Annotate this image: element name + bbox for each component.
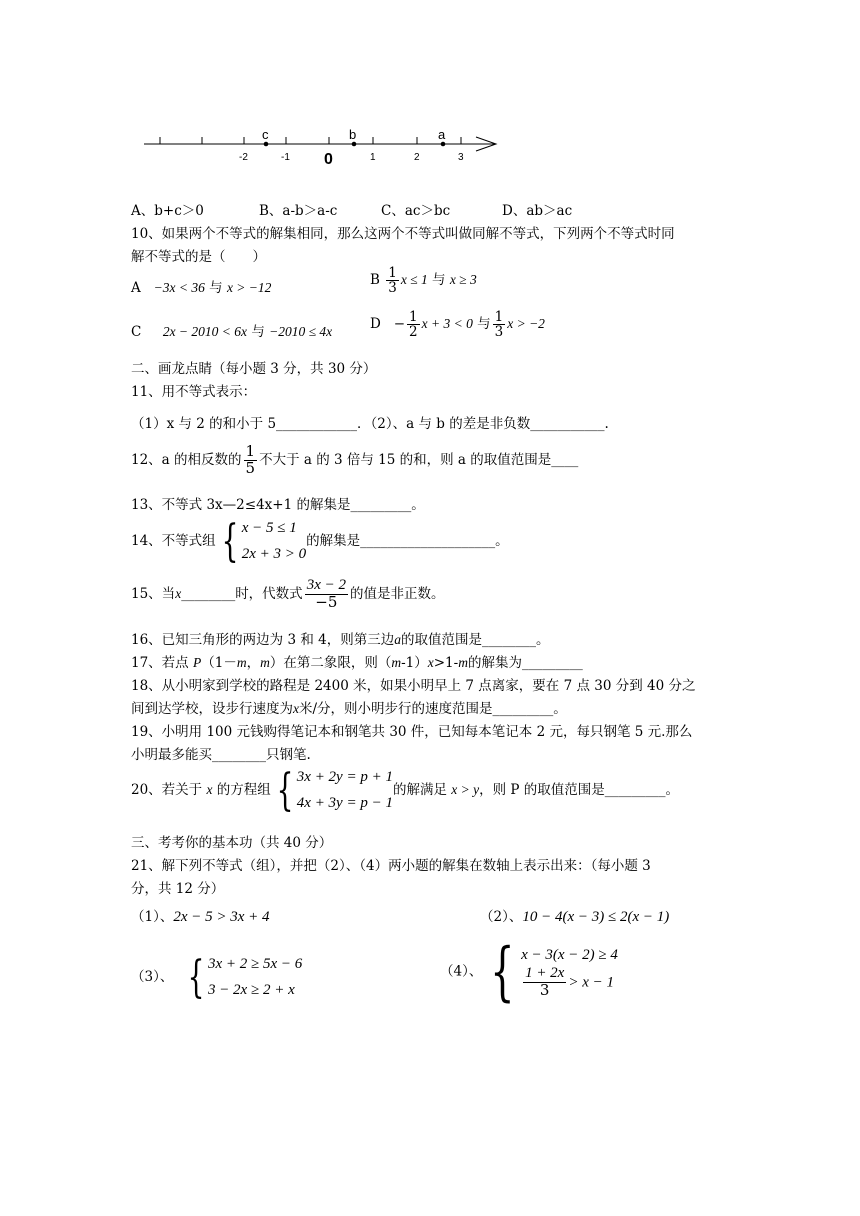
q9-option-b: B、a-b＞a-c bbox=[259, 203, 338, 219]
q17-text: （1－ bbox=[201, 655, 237, 671]
q17-var: m bbox=[260, 655, 270, 670]
q18-var: x bbox=[293, 701, 299, 716]
frac-den: 5 bbox=[245, 458, 256, 477]
q15-var: x bbox=[175, 585, 182, 601]
q10-option-c bbox=[131, 320, 332, 340]
inequality: 2x − 5 > 3x + 4 bbox=[173, 909, 270, 925]
tick-label: 1 bbox=[370, 152, 376, 163]
brace-icon: { bbox=[490, 935, 515, 1009]
q10-option-b bbox=[370, 266, 477, 295]
q20-text: 的解满足 bbox=[392, 782, 447, 798]
q17-var: m bbox=[391, 655, 402, 670]
point-c-label: c bbox=[262, 127, 269, 142]
q14-post: 的解集是____________________。 bbox=[306, 533, 509, 549]
brace-icon: { bbox=[187, 951, 205, 1003]
q17-text: 的解集为_________ bbox=[467, 655, 583, 671]
system-line: x − 5 ≤ 1 bbox=[241, 520, 297, 536]
q17-text: 17、若点 bbox=[131, 655, 189, 671]
system-line: 3 − 2x ≥ 2 + x bbox=[207, 981, 295, 998]
tick-label: -2 bbox=[239, 152, 248, 163]
q21-line2: 分，共 12 分） bbox=[131, 881, 225, 897]
q20-var: x bbox=[206, 782, 213, 797]
option-b-rest: x ≤ 1 bbox=[400, 272, 428, 288]
minus-sign: − bbox=[393, 316, 406, 333]
q17-var: x bbox=[427, 655, 434, 670]
q17-text: >1- bbox=[433, 655, 459, 671]
option-a-right: x > −12 bbox=[226, 280, 272, 295]
system-line: 2x + 3 > 0 bbox=[241, 545, 307, 562]
frac-den: 3 bbox=[539, 981, 550, 999]
q10-text-line2: 解不等式的是（ ） bbox=[131, 249, 266, 265]
option-c-left: 2x − 2010 < 6x bbox=[162, 324, 248, 339]
frac-den: 2 bbox=[409, 324, 418, 341]
q16 bbox=[131, 628, 549, 648]
point-a-dot bbox=[441, 142, 446, 147]
q12-post: 不大于 a 的 3 倍与 15 的和，则 a 的取值范围是____ bbox=[259, 451, 579, 468]
q20-text: ，则 P 的取值范围是_________。 bbox=[479, 782, 680, 798]
option-a-label: A bbox=[131, 280, 141, 296]
part-label: （1）、 bbox=[131, 909, 174, 925]
brace-icon: { bbox=[221, 515, 239, 567]
option-d-rest2: x > −2 bbox=[507, 316, 545, 332]
frac-num: 1 bbox=[409, 309, 418, 325]
q18-text: 米/分，则小明步行的速度范围是_________。 bbox=[299, 701, 567, 717]
q20-text: 20、若关于 bbox=[131, 782, 203, 798]
brace-icon: { bbox=[276, 764, 294, 816]
inequality: 10 − 4(x − 3) ≤ 2(x − 1) bbox=[522, 909, 670, 925]
frac-num: 1 bbox=[494, 309, 504, 325]
system-line: x − 3(x − 2) ≥ 4 bbox=[521, 947, 618, 964]
q17 bbox=[131, 651, 583, 671]
q13: 13、不等式 3x—2≤4x+1 的解集是_________。 bbox=[131, 497, 425, 513]
q9-option-c: C、ac＞bc bbox=[381, 203, 451, 219]
q20 bbox=[131, 765, 679, 816]
frac-den: 3 bbox=[388, 280, 397, 297]
q17-var: m bbox=[236, 655, 247, 670]
option-b-right: x ≥ 3 bbox=[449, 272, 477, 288]
option-c-right: −2010 ≤ 4x bbox=[269, 324, 333, 339]
q15-post: 的值是非正数。 bbox=[349, 585, 445, 602]
part-label: （3）、 bbox=[131, 969, 174, 985]
option-d-yu: 与 bbox=[477, 316, 491, 333]
frac-num: 1 bbox=[388, 265, 397, 281]
q9-option-d: D、ab＞ac bbox=[502, 203, 573, 219]
part-label: （4）、 bbox=[440, 963, 483, 980]
q12 bbox=[131, 444, 578, 477]
option-a-yu: 与 bbox=[209, 280, 223, 296]
tick-label: 3 bbox=[458, 152, 464, 163]
option-b-yu: 与 bbox=[432, 272, 446, 289]
system-line: 3x + 2 ≥ 5x − 6 bbox=[207, 956, 303, 972]
option-d-rest: x + 3 < 0 bbox=[421, 316, 473, 332]
q10-option-d bbox=[370, 310, 545, 339]
option-c-label: C bbox=[131, 324, 142, 340]
section2-title: 二、画龙点睛（每小题 3 分，共 30 分） bbox=[131, 361, 377, 377]
point-a-label: a bbox=[438, 127, 446, 142]
q9-option-a: A、b+c＞0 bbox=[131, 203, 204, 219]
frac-num: 1 bbox=[245, 442, 256, 460]
q11-title: 11、用不等式表示： bbox=[131, 384, 257, 400]
q21-part3 bbox=[131, 952, 302, 1003]
number-line-figure bbox=[0, 0, 860, 200]
frac-den: 3 bbox=[494, 324, 504, 341]
tick-label-zero: 0 bbox=[324, 151, 333, 168]
q16-post: 的取值范围是________。 bbox=[400, 632, 550, 648]
q14 bbox=[131, 516, 509, 567]
q11-parts: （1）x 与 2 的和小于 5____________．（2）、a 与 b 的差是非负数___________. bbox=[131, 416, 609, 432]
tick-label: -1 bbox=[281, 152, 290, 163]
q20-cond: x > y bbox=[451, 782, 480, 797]
q17-text: -1） bbox=[401, 655, 428, 671]
option-d-label: D bbox=[370, 316, 381, 333]
q21-part2 bbox=[480, 905, 669, 926]
q15-pre: 15、当 bbox=[131, 585, 176, 602]
q20-text: 的方程组 bbox=[216, 782, 271, 798]
system-line: 4x + 3y = p − 1 bbox=[296, 794, 393, 811]
system-line: > x − 1 bbox=[568, 974, 614, 991]
q18-text: 间到达学校，设步行速度为 bbox=[131, 701, 293, 717]
q10-option-a bbox=[131, 276, 271, 296]
q15-mid: ________时，代数式 bbox=[181, 585, 303, 602]
q14-pre: 14、不等式组 bbox=[131, 533, 216, 549]
frac-num: 1 + 2x bbox=[525, 965, 565, 982]
system-line: 3x + 2y = p + 1 bbox=[296, 769, 393, 785]
frac-num: 3x − 2 bbox=[306, 577, 346, 593]
point-b-label: b bbox=[349, 127, 357, 142]
frac-den: −5 bbox=[315, 592, 338, 611]
q19-line1: 19、小明用 100 元钱购得笔记本和钢笔共 30 件，已知每本笔记本 2 元，每只钢笔 5 元.那么 bbox=[131, 724, 693, 740]
q16-var: a bbox=[394, 632, 401, 647]
q21-line1: 21、解下列不等式（组），并把（2）、（4）两小题的解集在数轴上表示出来：（每小题 3 bbox=[131, 858, 651, 874]
q21-part4 bbox=[440, 935, 618, 1009]
point-c-dot bbox=[264, 142, 269, 147]
q18-line1: 18、从小明家到学校的路程是 2400 米，如果小明早上 7 点离家，要在 7 点 30 分到 40 分之 bbox=[131, 678, 696, 694]
section3-title: 三、考考你的基本功（共 40 分） bbox=[131, 835, 333, 851]
part-label: （2）、 bbox=[480, 909, 523, 925]
q17-var: P bbox=[192, 655, 202, 670]
option-c-yu: 与 bbox=[251, 324, 265, 340]
tick-label: 2 bbox=[414, 152, 420, 163]
q17-text: ， bbox=[246, 655, 261, 671]
q18-line2 bbox=[131, 697, 567, 717]
q15 bbox=[131, 578, 444, 611]
q12-pre: 12、a 的相反数的 bbox=[131, 451, 242, 468]
q19-line2: 小明最多能买________只钢笔. bbox=[131, 747, 311, 763]
point-b-dot bbox=[352, 142, 357, 147]
option-a-left: −3x < 36 bbox=[153, 280, 205, 295]
q17-var: m bbox=[458, 655, 468, 670]
q16-pre: 16、已知三角形的两边为 3 和 4，则第三边 bbox=[131, 632, 395, 648]
q17-text: ）在第二象限，则（ bbox=[269, 655, 392, 671]
option-b-label: B bbox=[370, 272, 380, 289]
q21-part1 bbox=[131, 905, 270, 926]
q10-text-line1: 10、如果两个不等式的解集相同，那么这两个不等式叫做同解不等式，下列两个不等式时同 bbox=[131, 226, 675, 242]
